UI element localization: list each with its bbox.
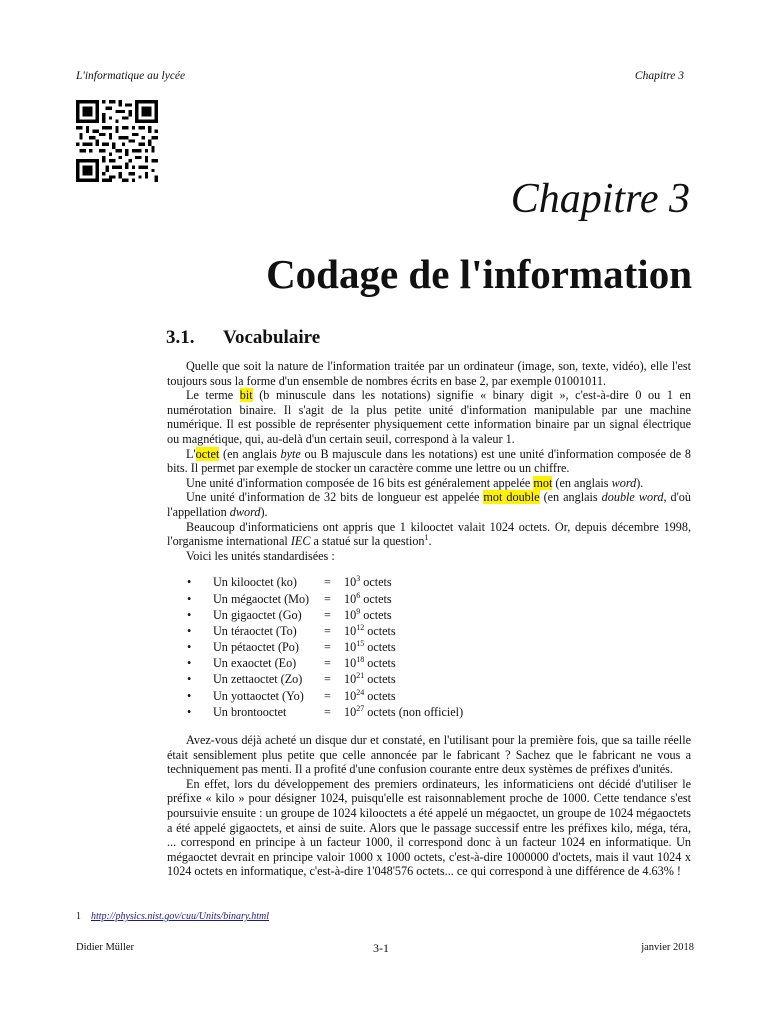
chapter-title: Codage de l'information: [266, 251, 692, 297]
units-list: [167, 574, 691, 720]
list-item: • Un téraoctet (To) = $10^{12}$ octets: [187, 622, 396, 638]
highlight-term: bit: [239, 388, 253, 403]
highlight-term: mot double: [483, 490, 540, 505]
list-item: • Un exaoctet (Eo) = $10^{18}$ octets: [187, 655, 396, 671]
paragraph: Quelle que soit la nature de l'information traitée par un ordinateur (image, son, texte, vidéo), elle l'est toujours sous la forme d'un ensemble de nombres écrits en base 2, par exemple 01001011.: [167, 359, 691, 388]
paragraph: Beaucoup d'informaticiens ont appris que 1 kilooctet valait 1024 octets. Or, depuis décembre 1998, l'organisme international IEC a statué sur la question$^1$.: [167, 519, 691, 549]
qr-code-icon: [76, 100, 158, 182]
footnote-number: 1: [76, 911, 81, 922]
list-item: • Un mégaoctet (Mo) = $10^6$ octets: [187, 590, 392, 606]
page-number: 3-1: [373, 941, 389, 955]
list-item: • Un pétaoctet (Po) = $10^{15}$ octets: [187, 639, 396, 655]
paragraph: Une unité d'information composée de 16 bits est généralement appelée mot (en anglais word).: [186, 475, 644, 490]
running-header-title: L'informatique au lycée: [76, 70, 186, 82]
footer-date: janvier 2018: [641, 942, 694, 953]
list-item: • Un yottaoctet (Yo) = $10^{24}$ octets: [187, 687, 396, 703]
footnote-link[interactable]: http://physics.nist.gov/cuu/Units/binary.html: [91, 911, 270, 922]
list-item: • Un zettaoctet (Zo) = $10^{21}$ octets: [187, 671, 396, 687]
paragraph: Avez-vous déjà acheté un disque dur et constaté, en l'utilisant pour la première fois, que sa taille réelle était sensiblement plus petite que celle annoncée par le fabricant ? Sachez que le fabricant ne vous a techniquement pas menti. Il a profité d'une confusion courante entre deux systèmes de préfixes d'unités.: [167, 733, 691, 777]
paragraph: En effet, lors du développement des premiers ordinateurs, les informaticiens ont décidé d'utiliser le préfixe « kilo » pour désigner 1024, puisqu'elle est raisonnablement proche de 1000. Cette tendance s'est poursuivie ensuite : un groupe de 1024 kilooctets a été appelé un mégaoctet, un groupe de 1024 mégaoctets a été appelé gigaoctets, et ainsi de suite. Alors que le passage successif entre les préfixes kilo, méga, téra, ... correspond en principe à un facteur 1000, il correspond donc à un facteur 1024 en informatique. Un mégaoctet devrait en principe valoir 1000 x 1000 octets, c'est-à-dire 1000000 d'octets, mais il vaut 1024 x 1024 octets en informatique, c'est-à-dire 1'048'576 octets... ce qui correspond à une différence de 4.63% !: [167, 776, 691, 879]
highlight-term: octet: [195, 446, 220, 461]
paragraph: Le terme bit (b minuscule dans les notations) signifie « binary digit », c'est-à-dire 0 ou 1 en numérotation binaire. Il s'agit de la plus petite unité d'information manipulable par une machine numérique. Il est possible de représenter physiquement cette information binaire par un signal électrique ou magnétique, qui, au-delà d'un certain seuil, correspond à la valeur 1.: [167, 388, 691, 446]
paragraph: L'octet (en anglais byte ou B majuscule dans les notations) est une unité d'information composée de 8 bits. Il permet par exemple de stocker un caractère comme une lettre ou un chiffre.: [167, 446, 691, 476]
section-heading: [166, 327, 320, 349]
list-item: • Un brontooctet = $10^{27}$ octets (non officiel): [187, 703, 464, 719]
list-item: • Un gigaoctet (Go) = $10^9$ octets: [187, 606, 392, 622]
chapter-label: Chapitre 3: [510, 176, 690, 222]
section-title: Vocabulaire: [223, 327, 321, 348]
footnote-ref[interactable]: 1: [424, 533, 429, 543]
footer-author: Didier Müller: [76, 942, 135, 953]
paragraph: Voici les unités standardisées :: [186, 548, 335, 563]
highlight-term: mot: [533, 475, 553, 490]
section-number: 3.1.: [166, 327, 195, 348]
paragraph: Une unité d'information de 32 bits de longueur est appelée mot double (en anglais double word, d'où l'appellation dword).: [167, 490, 691, 519]
running-header-chapter: Chapitre 3: [634, 70, 684, 82]
body-text: [167, 359, 691, 879]
list-item: • Un kilooctet (ko) = $10^3$ octets: [187, 574, 392, 590]
